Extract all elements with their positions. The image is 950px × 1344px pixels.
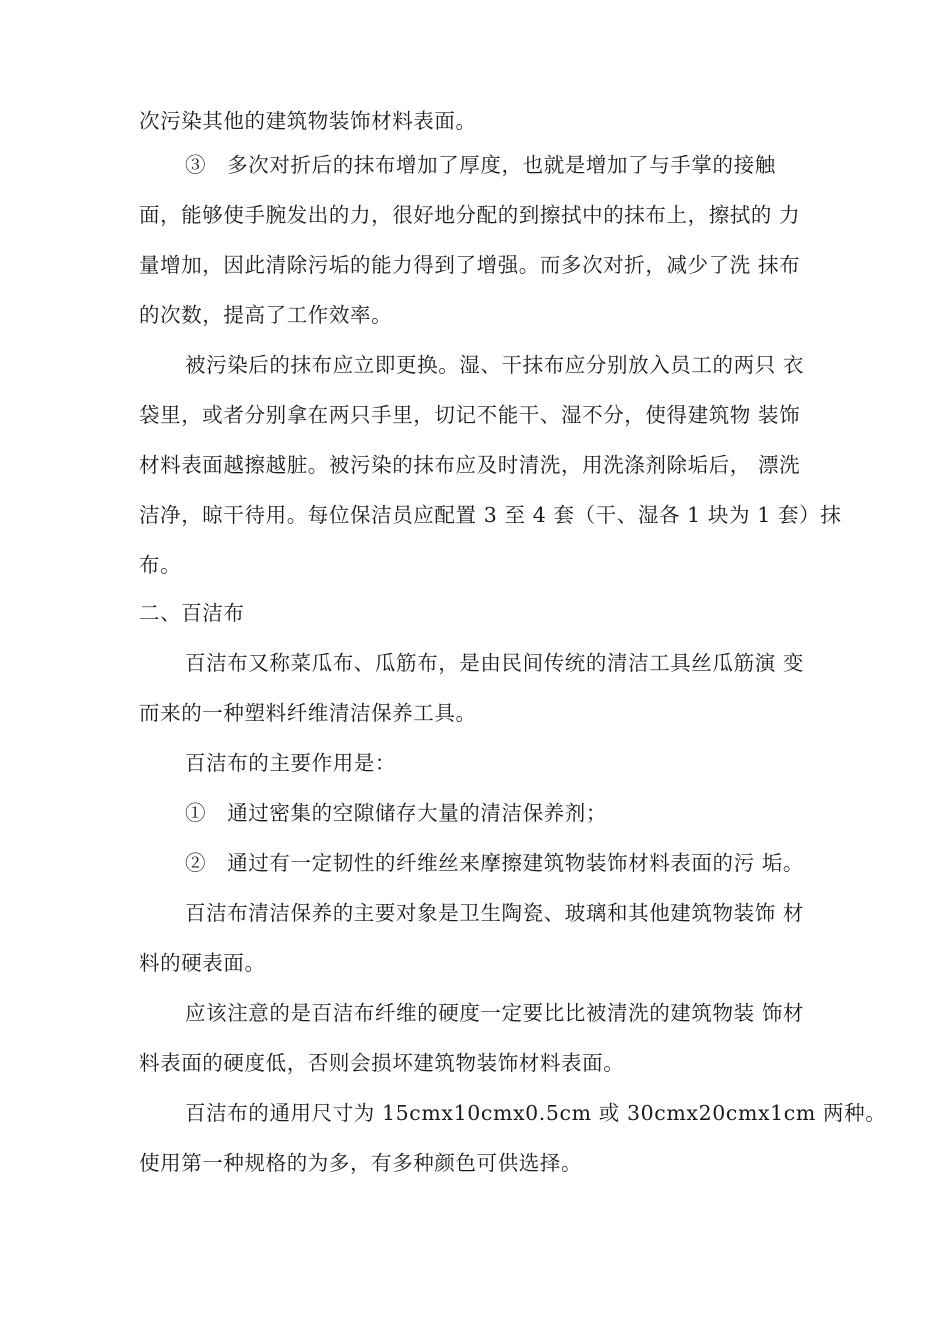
paragraph-line: 的次数，提高了工作效率。 [139,303,393,327]
paragraph-line: 应该注意的是百洁布纤维的硬度一定要比比被清洗的建筑物装 饰材 [185,1001,805,1025]
paragraph-line: 百洁布清洁保养的主要对象是卫生陶瓷、玻璃和其他建筑物装饰 材 [185,901,805,925]
paragraph-line: 百洁布的主要作用是： [185,751,396,775]
paragraph-line: 使用第一种规格的为多，有多种颜色可供选择。 [139,1151,583,1175]
paragraph-line: 料表面的硬度低，否则会损坏建筑物装饰材料表面。 [139,1051,625,1075]
paragraph-line: 袋里，或者分别拿在两只手里，切记不能干、湿不分，使得建筑物 装饰 [139,403,801,427]
numbered-item-3: ③ 多次对折后的抹布增加了厚度，也就是增加了与手掌的接触 [185,153,776,177]
section-heading: 二、百洁布 [139,601,245,625]
paragraph-line: 洁净，晾干待用。每位保洁员应配置 3 至 4 套（干、湿各 1 块为 1 套）抹 [139,503,842,527]
paragraph-line: 材料表面越擦越脏。被污染的抹布应及时清洗，用洗涤剂除垢后， 漂洗 [139,453,801,477]
paragraph-line: 百洁布的通用尺寸为 15cmx10cmx0.5cm 或 30cmx20cmx1cm 两种。 [185,1101,887,1125]
paragraph-line: 面，能够使手腕发出的力，很好地分配的到擦拭中的抹布上，擦拭的 力 [139,203,801,227]
numbered-item-1: ① 通过密集的空隙储存大量的清洁保养剂； [185,801,607,825]
paragraph-line: 料的硬表面。 [139,951,266,975]
paragraph-line: 布。 [139,553,182,577]
paragraph-line: 被污染后的抹布应立即更换。湿、干抹布应分别放入员工的两只 衣 [185,353,805,377]
paragraph-line: 量增加，因此清除污垢的能力得到了增强。而多次对折，减少了洗 抹布 [139,253,801,277]
numbered-item-2: ② 通过有一定韧性的纤维丝来摩擦建筑物装饰材料表面的污 垢。 [185,851,805,875]
paragraph-line: 百洁布又称菜瓜布、瓜筋布，是由民间传统的清洁工具丝瓜筋演 变 [185,651,805,675]
paragraph-line: 而来的一种塑料纤维清洁保养工具。 [139,701,477,725]
paragraph-line: 次污染其他的建筑物装饰材料表面。 [139,109,477,133]
